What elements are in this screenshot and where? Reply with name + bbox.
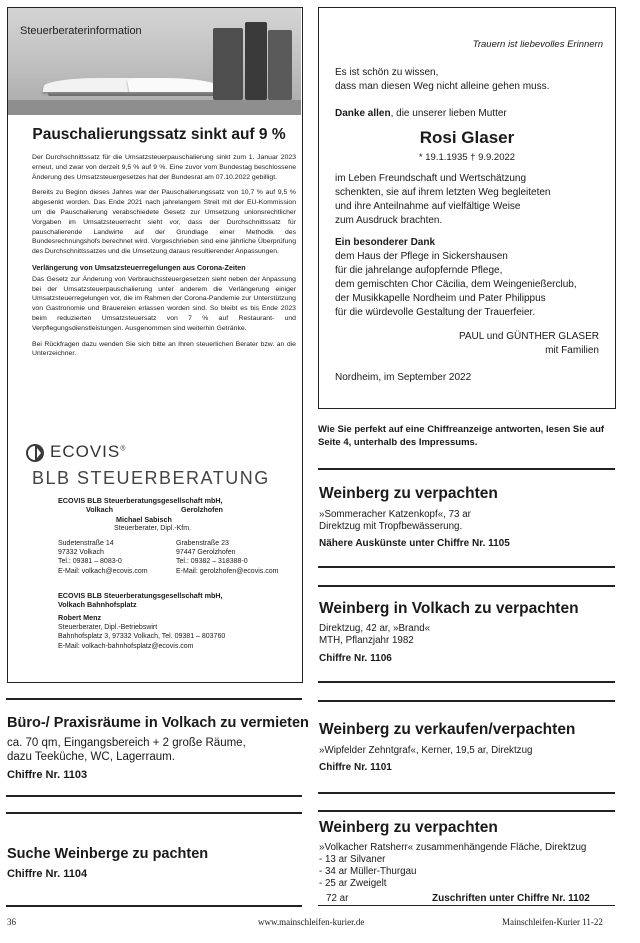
blb-wordmark: BLB STEUERBERATUNG bbox=[32, 468, 270, 488]
ecovis-logo bbox=[25, 443, 295, 491]
ad-chiffre: Nähere Auskünste unter Chiffre Nr. 1105 bbox=[319, 538, 510, 549]
article-subheading: Verlängerung von Umsatzsteuerregelungen aus Corona-Zeiten bbox=[32, 262, 246, 272]
ad-chiffre: Chiffre Nr. 1101 bbox=[319, 762, 392, 773]
ad-title-weinberg-1: Weinberg zu verpachten bbox=[319, 485, 498, 502]
office-gerolzhofen: Grabenstraße 23 97447 Gerolzhofen Tel.: 09382 – 318388-0 E-Mail: gerolzhofen@ecovis.com bbox=[176, 539, 279, 575]
notice-body: und ihre Anteilnahme auf vielfältige Weise bbox=[335, 201, 521, 212]
special-thanks-heading: Ein besonderer Dank bbox=[335, 237, 436, 248]
divider bbox=[6, 698, 302, 700]
ad-title-weinberg-4: Weinberg zu verpachten bbox=[319, 819, 498, 836]
firm-name: ECOVIS BLB Steuerberatungsgesellschaft mbH, bbox=[58, 590, 223, 600]
ad-chiffre: Chiffre Nr. 1103 bbox=[7, 769, 88, 781]
notice-intro: Es ist schön zu wissen, bbox=[335, 67, 439, 78]
divider bbox=[318, 792, 615, 794]
office-addresses bbox=[58, 539, 303, 585]
divider bbox=[318, 700, 615, 702]
notice-intro: dass man diesen Weg nicht alleine gehen muss. bbox=[335, 81, 550, 92]
life-dates: * 19.1.1935 † 9.9.2022 bbox=[418, 152, 516, 163]
divider bbox=[318, 585, 615, 587]
notice-body: zum Ausdruck brachten. bbox=[335, 215, 443, 226]
article-paragraph: Bereits zu Beginn dieses Jahres war der Pauschalierungssatz von 10,7 % auf 9,5 % abgesenkt worden. Das Ende 2021 nach jahrelangem Streit mit der EU-Kommission um die Pauschalierung verabschiedete Gesetz zur Umsetzung unionsrechtlicher Vorgaben im Umsatzsteuerrecht sieht vor, dass der Durchschnittssatz für pauschalierende Landwirte auf der Grundlage einer Methodik des Bundesrechnungshofs berechnet wird. Vorgeschrieben sind eine jährliche Überprüfung des Durchschnittssatzes und die Umsetzung daraus resultierender Anpassungen. bbox=[32, 189, 296, 256]
ecovis-wordmark: ECOVIS® bbox=[50, 442, 127, 461]
firm-location: Volkach Bahnhofsplatz bbox=[58, 600, 137, 610]
ecovis-advert bbox=[7, 7, 303, 683]
open-book-left-page bbox=[43, 78, 136, 92]
chiffre-instructions: Wie Sie perfekt auf eine Chiffreanzeige antworten, lesen Sie auf Seite 4, unterhalb des Impressums. bbox=[318, 424, 605, 448]
article-paragraph: Bei Rückfragen dazu wenden Sie sich bitte an Ihren steuerlichen Berater bzw. an die Unterzeichner. bbox=[32, 340, 296, 358]
ad-text: »Volkacher Ratsherr« zusammenhängende Fläche, Direktzug bbox=[319, 842, 587, 853]
ad-list-item: - 34 ar Müller-Thurgau bbox=[319, 866, 417, 877]
person-name: Robert Menz bbox=[58, 613, 102, 623]
ad-text: »Sommeracher Katzenkopf«, 73 ar bbox=[319, 509, 471, 520]
divider bbox=[6, 905, 302, 907]
office-volkach: Sudetenstraße 14 97332 Volkach Tel.: 09381 – 8083-0 E-Mail: volkach@ecovis.com bbox=[58, 539, 148, 575]
person-title: Steuerberater, Dipl.-Kfm. bbox=[114, 525, 192, 533]
divider bbox=[318, 468, 615, 470]
special-thanks-line: der Musikkapelle Nordheim und Pater Philippus bbox=[335, 293, 546, 304]
article-paragraph: Der Durchschnittssatz für die Umsatzsteuerpauschalierung sinkt zum 1. Januar 2023 erneut, und zwar von derzeit 9,5 % auf 9 %. Eine zuvor vom Bundestag beschlossene Änderung des Umsatzsteuergesetzes hat der Bundesrat am 07.10.2022 gebilligt. bbox=[32, 154, 296, 181]
special-thanks-line: für die würdevolle Gestaltung der Trauerfeier. bbox=[335, 307, 536, 318]
contact-block bbox=[58, 496, 303, 651]
divider bbox=[6, 795, 302, 797]
notice-thanks: Danke allen, die unserer lieben Mutter bbox=[335, 108, 507, 119]
ad-chiffre: Chiffre Nr. 1106 bbox=[319, 653, 392, 664]
footer-url: www.mainschleifen-kurier.de bbox=[258, 917, 365, 927]
place-date: Nordheim, im September 2022 bbox=[335, 372, 472, 383]
person-address: Bahnhofsplatz 3, 97332 Volkach, Tel. 09381 – 803760 bbox=[58, 633, 226, 641]
open-book-right-page bbox=[127, 78, 220, 92]
standing-book bbox=[245, 22, 267, 100]
divider bbox=[318, 566, 615, 568]
ad-chiffre: Chiffre Nr. 1104 bbox=[7, 868, 88, 880]
ad-total: 72 ar bbox=[326, 893, 349, 904]
mourning-notice bbox=[318, 7, 616, 409]
person-title: Steuerberater, Dipl.-Betriebswirt bbox=[58, 623, 158, 631]
ad-text: Direktzug, 42 ar, »Brand« bbox=[319, 623, 431, 634]
ad-list-item: - 25 ar Zweigelt bbox=[319, 878, 387, 889]
issue-label: Mainschleifen-Kurier 11-22 bbox=[502, 917, 603, 927]
notice-motto: Trauern ist liebevolles Erinnern bbox=[472, 39, 603, 50]
special-thanks-line: dem Haus der Pflege in Sickershausen bbox=[335, 251, 508, 262]
page-number: 36 bbox=[7, 917, 16, 927]
banner-floor bbox=[8, 100, 301, 115]
total-underline bbox=[318, 905, 615, 906]
ad-text: ca. 70 qm, Eingangsbereich + 2 große Räume, bbox=[7, 737, 246, 749]
banner-title: Steuerberaterinformation bbox=[20, 25, 142, 37]
divider bbox=[318, 681, 615, 683]
ad-title-weinberg-3: Weinberg zu verkaufen/verpachten bbox=[319, 721, 576, 738]
ecovis-mark-icon bbox=[25, 443, 45, 463]
ad-title-suche: Suche Weinberge zu pachten bbox=[7, 846, 209, 862]
standing-book bbox=[268, 30, 292, 100]
ad-list-item: - 13 ar Silvaner bbox=[319, 854, 386, 865]
special-thanks-line: für die jahrelange aufopfernde Pflege, bbox=[335, 265, 503, 276]
deceased-name: Rosi Glaser bbox=[419, 128, 515, 147]
ad-text: »Wipfelder Zehntgraf«, Kerner, 19,5 ar, Direktzug bbox=[319, 745, 533, 756]
article-paragraph: Das Gesetz zur Änderung von Verbrauchssteuergesetzen sieht neben der Anpassung bei der Umsatzsteuerpauschalierung unter anderem die Verlängerung einiger Umsatzsteuerregelungen vor, die im Rahmen der Corona-Pandemie zur Unterstützung von Gastronomie und Brauereien erlassen worden sind. So bleibt es bis Ende 2023 beim reduzierten Umsatzsteuersatz von 7 % auf Restaurant- und Verpflegungsdienstleistungen. Ausgenommen sind weiterhin Getränke. bbox=[32, 275, 296, 332]
person-email: E-Mail: volkach-bahnhofsplatz@ecovis.com bbox=[58, 642, 194, 650]
ad-text: Direktzug mit Tropfbewässerung. bbox=[319, 521, 463, 532]
firm-locations: Volkach Gerolzhofen bbox=[86, 505, 223, 515]
signature-families: mit Familien bbox=[545, 345, 599, 356]
special-thanks-line: dem gemischten Chor Cäcilia, dem Weingenießerclub, bbox=[335, 279, 577, 290]
ad-text: MTH, Pflanzjahr 1982 bbox=[319, 635, 414, 646]
ad-text: dazu Teeküche, WC, Lagerraum. bbox=[7, 751, 175, 763]
person-name: Michael Sabisch bbox=[116, 514, 172, 524]
article-headline: Pauschalierungssatz sinkt auf 9 % bbox=[32, 126, 286, 143]
standing-book bbox=[213, 28, 243, 100]
signature: PAUL und GÜNTHER GLASER bbox=[458, 331, 599, 342]
advert-article bbox=[32, 126, 296, 365]
divider bbox=[6, 812, 302, 814]
firm-name: ECOVIS BLB Steuerberatungsgesellschaft mbH, bbox=[58, 496, 223, 505]
ad-chiffre: Zuschriften unter Chiffre Nr. 1102 bbox=[432, 893, 590, 904]
notice-body: schenkten, sie auf ihrem letzten Weg begleiteten bbox=[335, 187, 551, 198]
banner-image bbox=[8, 8, 301, 115]
ad-title-buero: Büro-/ Praxisräume in Volkach zu vermieten bbox=[7, 715, 309, 731]
ad-title-weinberg-2: Weinberg in Volkach zu verpachten bbox=[319, 600, 579, 617]
notice-body: im Leben Freundschaft und Wertschätzung bbox=[335, 173, 527, 184]
divider bbox=[318, 810, 615, 812]
